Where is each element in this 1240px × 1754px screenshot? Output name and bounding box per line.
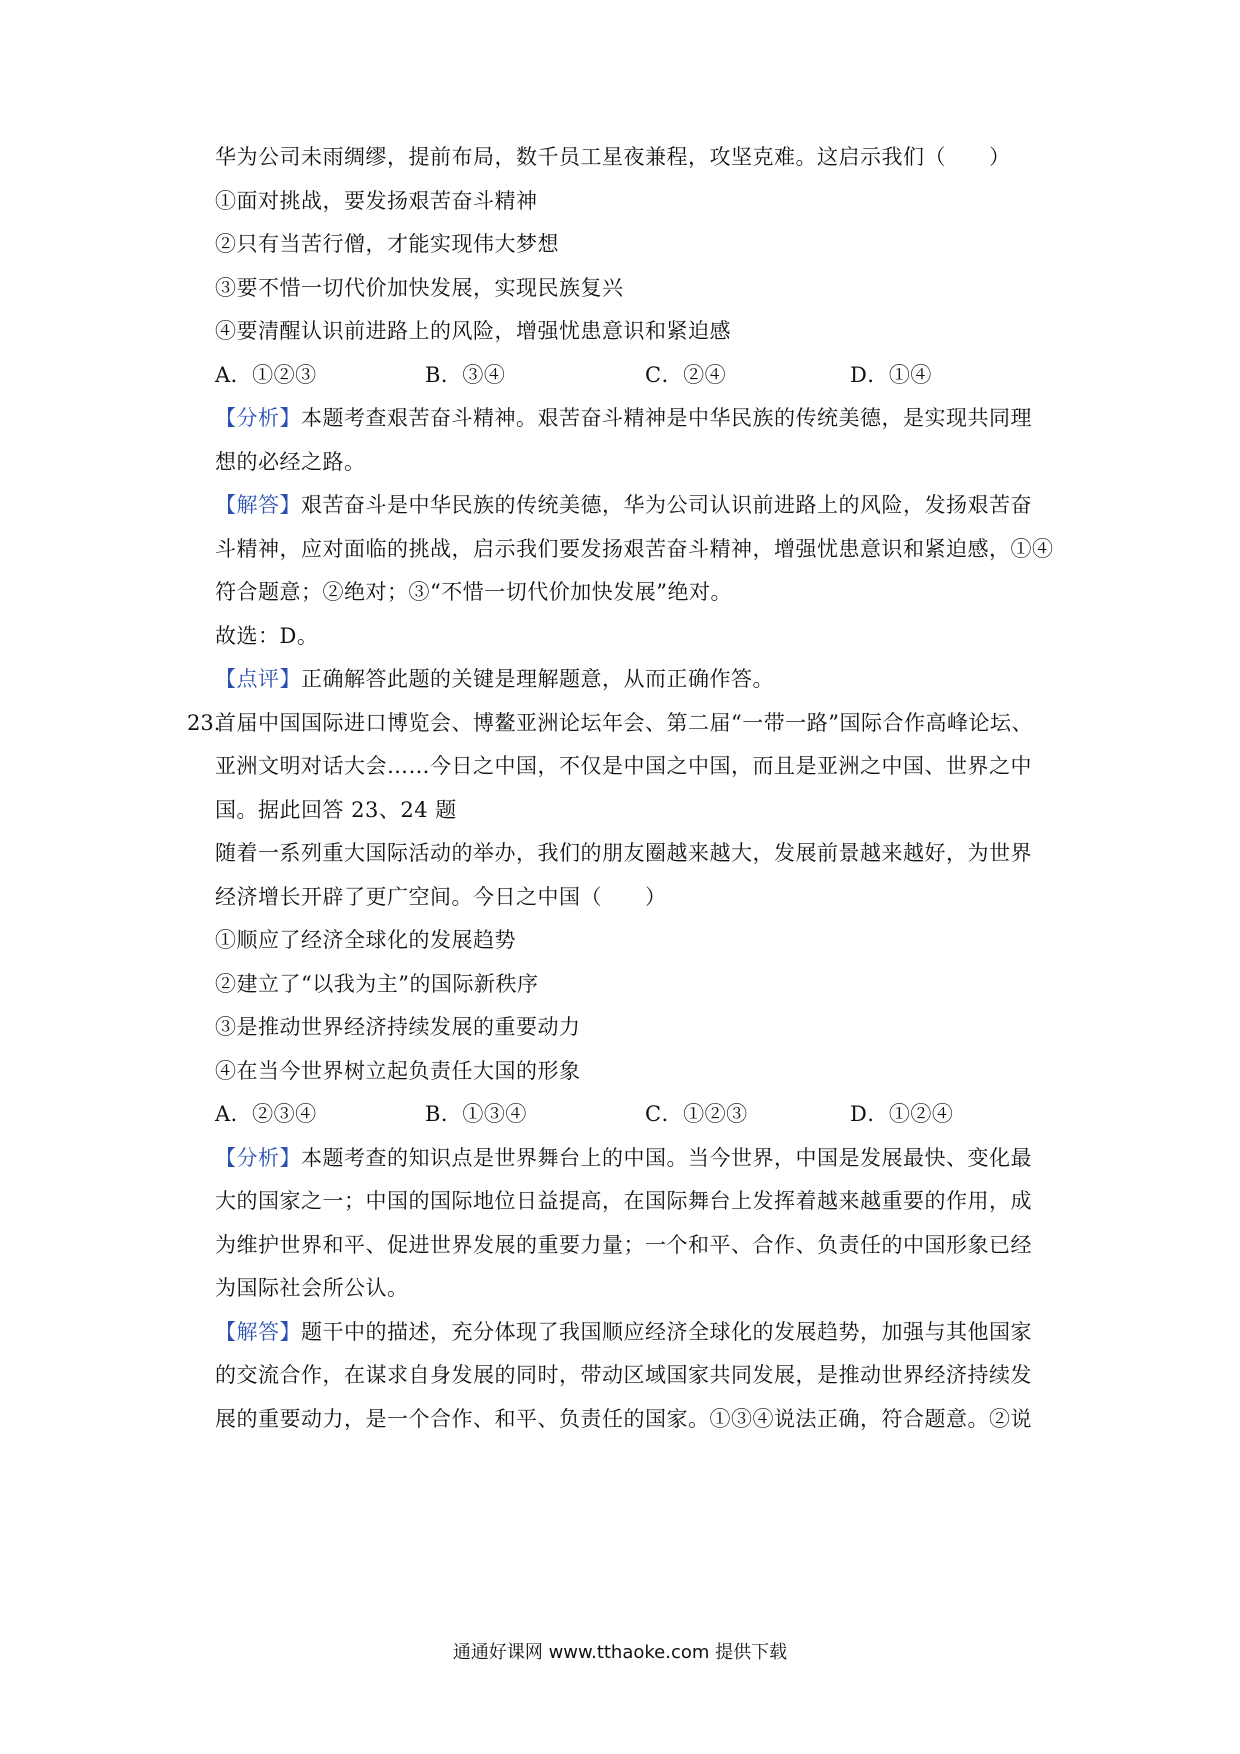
q22-comment xyxy=(215,664,774,694)
q23-statement-2: ②建立了“以我为主”的国际新秩序 xyxy=(215,972,539,996)
q23-intro-line-1: 首届中国国际进口博览会、博鳌亚洲论坛年会、第二届“一带一路”国际合作高峰论坛、 xyxy=(215,711,1033,735)
q22-statement-4: ④要清醒认识前进路上的风险，增强忧患意识和紧迫感 xyxy=(215,319,731,343)
q23-analysis-line-4: 为国际社会所公认。 xyxy=(215,1276,409,1300)
q22-option-c: C．②④ xyxy=(645,363,727,387)
q23-statement-4: ④在当今世界树立起负责任大国的形象 xyxy=(215,1059,581,1083)
q23-options xyxy=(215,1099,975,1129)
q23-number: 23. xyxy=(187,711,221,735)
q23-intro-line-2: 亚洲文明对话大会……今日之中国，不仅是中国之中国，而且是亚洲之中国、世界之中 xyxy=(215,754,1032,778)
q22-options xyxy=(215,360,975,390)
q22-stem: 华为公司未雨绸缪，提前布局，数千员工星夜兼程，攻坚克难。这启示我们（ ） xyxy=(215,145,1011,169)
answer-tag: 【解答】 xyxy=(215,1320,301,1344)
q22-answer-line-3: 符合题意；②绝对；③“不惜一切代价加快发展”绝对。 xyxy=(215,580,732,604)
q23-option-d: D．①②④ xyxy=(850,1102,954,1126)
q23-option-a: A．②③④ xyxy=(215,1102,317,1126)
q23-stem-line-1: 随着一系列重大国际活动的举办，我们的朋友圈越来越大，发展前景越来越好，为世界 xyxy=(215,841,1032,865)
analysis-tag: 【分析】 xyxy=(215,406,301,430)
q22-answer-line-1 xyxy=(215,490,1032,520)
q22-option-a: A．①②③ xyxy=(215,363,317,387)
analysis-tag: 【分析】 xyxy=(215,1146,301,1170)
analysis-text: 本题考查的知识点是世界舞台上的中国。当今世界，中国是发展最快、变化最 xyxy=(301,1146,1032,1170)
q23-statement-1: ①顺应了经济全球化的发展趋势 xyxy=(215,928,516,952)
q23-analysis-line-2: 大的国家之一；中国的国际地位日益提高，在国际舞台上发挥着越来越重要的作用，成 xyxy=(215,1189,1032,1213)
q23-intro-line-3: 国。据此回答 23、24 题 xyxy=(215,798,457,822)
q22-analysis-line-2: 想的必经之路。 xyxy=(215,450,366,474)
q23-option-c: C．①②③ xyxy=(645,1102,748,1126)
q23-stem-line-2: 经济增长开辟了更广空间。今日之中国（ ） xyxy=(215,885,667,909)
q22-analysis-line-1 xyxy=(215,403,1032,433)
q22-option-b: B．③④ xyxy=(425,363,506,387)
comment-text: 正确解答此题的关键是理解题意，从而正确作答。 xyxy=(301,667,774,691)
q23-answer-line-2: 的交流合作，在谋求自身发展的同时，带动区域国家共同发展，是推动世界经济持续发 xyxy=(215,1363,1032,1387)
q22-statement-1: ①面对挑战，要发扬艰苦奋斗精神 xyxy=(215,189,538,213)
q23-answer-line-3: 展的重要动力，是一个合作、和平、负责任的国家。①③④说法正确，符合题意。②说 xyxy=(215,1407,1032,1431)
q22-statement-2: ②只有当苦行僧，才能实现伟大梦想 xyxy=(215,232,559,256)
page-footer: 通通好课网 www.tthaoke.com 提供下载 xyxy=(452,1642,788,1663)
q22-answer-line-2: 斗精神，应对面临的挑战，启示我们要发扬艰苦奋斗精神，增强忧患意识和紧迫感，①④ xyxy=(215,537,1054,561)
q23-statement-3: ③是推动世界经济持续发展的重要动力 xyxy=(215,1015,581,1039)
q23-analysis-line-3: 为维护世界和平、促进世界发展的重要力量；一个和平、合作、负责任的中国形象已经 xyxy=(215,1233,1032,1257)
analysis-text: 本题考查艰苦奋斗精神。艰苦奋斗精神是中华民族的传统美德，是实现共同理 xyxy=(301,406,1032,430)
answer-text: 艰苦奋斗是中华民族的传统美德，华为公司认识前进路上的风险，发扬艰苦奋 xyxy=(301,493,1032,517)
q23-option-b: B．①③④ xyxy=(425,1102,527,1126)
q23-answer-line-1 xyxy=(215,1317,1032,1347)
q22-option-d: D．①④ xyxy=(850,363,932,387)
answer-tag: 【解答】 xyxy=(215,493,301,517)
q22-statement-3: ③要不惜一切代价加快发展，实现民族复兴 xyxy=(215,276,624,300)
q22-choice: 故选：D。 xyxy=(215,624,319,648)
answer-text: 题干中的描述，充分体现了我国顺应经济全球化的发展趋势，加强与其他国家 xyxy=(301,1320,1032,1344)
q23-analysis-line-1 xyxy=(215,1143,1032,1173)
comment-tag: 【点评】 xyxy=(215,667,301,691)
